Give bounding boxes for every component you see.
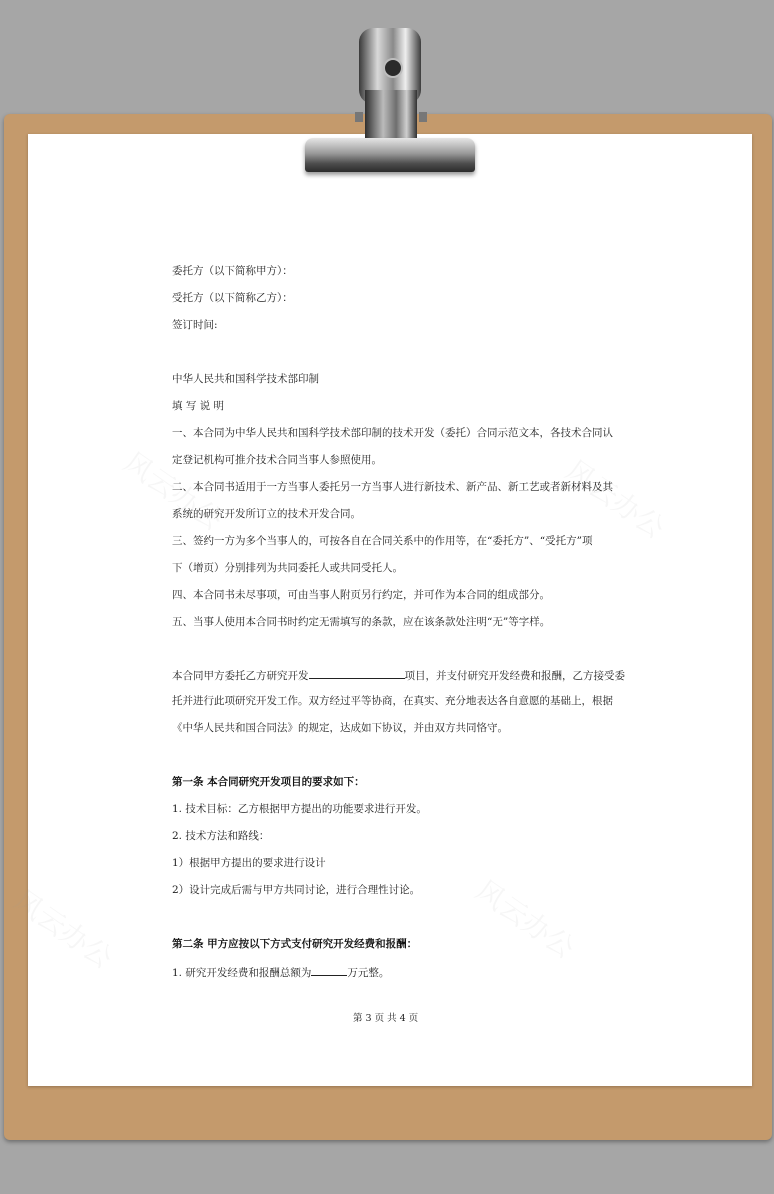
binder-clip: [305, 28, 475, 176]
article-1-item-1: 1. 技术目标：乙方根据甲方提出的功能要求进行开发。: [172, 803, 427, 815]
project-name-blank[interactable]: [309, 667, 405, 679]
watermark: 风云办公: [469, 873, 581, 965]
intro-line1-post: 项目，并支付研究开发经费和报酬，乙方接受委: [404, 670, 625, 682]
party-b-label: 受托方（以下简称乙方）：: [172, 292, 293, 304]
instruction-1-line2: 定登记机构可推介技术合同当事人参照使用。: [172, 454, 382, 466]
article-2-item-1: [172, 964, 389, 980]
article-1-item-4: 2）设计完成后需与甲方共同讨论，进行合理性讨论。: [172, 884, 421, 896]
instruction-2-line2: 系统的研究开发所订立的技术开发合同。: [172, 508, 361, 520]
article-2-item-1-pre: 1. 研究开发经费和报酬总额为: [172, 967, 312, 979]
watermark: 风云办公: [117, 445, 229, 537]
intro-line3: 《中华人民共和国合同法》的规定，达成如下协议，并由双方共同恪守。: [172, 722, 508, 734]
instruction-2-line1: 二、本合同书适用于一方当事人委托另一方当事人进行新技术、新产品、新工艺或者新材料及其: [172, 481, 613, 493]
instruction-3-line1: 三、签约一方为多个当事人的，可按各自在合同关系中的作用等，在“委托方”、“受托方”项: [172, 535, 593, 547]
intro-line1-pre: 本合同甲方委托乙方研究开发: [172, 670, 309, 682]
intro-line1: [172, 667, 625, 683]
instruction-1-line1: 一、本合同为中华人民共和国科学技术部印制的技术开发（委托）合同示范文本，各技术合同认: [172, 427, 613, 439]
issuer-line: 中华人民共和国科学技术部印制: [172, 373, 319, 385]
total-amount-blank[interactable]: [311, 964, 347, 976]
instruction-3-line2: 下（增页）分别排列为共同委托人或共同受托人。: [172, 562, 403, 574]
instructions-title: 填 写 说 明: [172, 400, 225, 412]
page-footer: 第 3 页 共 4 页: [353, 1013, 419, 1024]
intro-line2: 托并进行此项研究开发工作。双方经过平等协商，在真实、充分地表达各自意愿的基础上，根据: [172, 695, 613, 707]
article-1-item-2: 2. 技术方法和路线：: [172, 830, 270, 842]
article-2-title: 第二条 甲方应按以下方式支付研究开发经费和报酬：: [172, 938, 418, 950]
article-1-title: 第一条 本合同研究开发项目的要求如下：: [172, 776, 365, 788]
instruction-5: 五、当事人使用本合同书时约定无需填写的条款，应在该条款处注明“无”等字样。: [172, 616, 551, 628]
article-1-item-3: 1）根据甲方提出的要求进行设计: [172, 857, 326, 869]
party-a-label: 委托方（以下简称甲方）：: [172, 265, 293, 277]
article-2-item-1-post: 万元整。: [347, 967, 390, 979]
watermark: 风云办公: [7, 883, 119, 975]
watermark: 风云办公: [559, 453, 671, 545]
signing-time-label: 签订时间:: [172, 319, 218, 331]
instruction-4: 四、本合同书未尽事项，可由当事人附页另行约定，并可作为本合同的组成部分。: [172, 589, 550, 601]
